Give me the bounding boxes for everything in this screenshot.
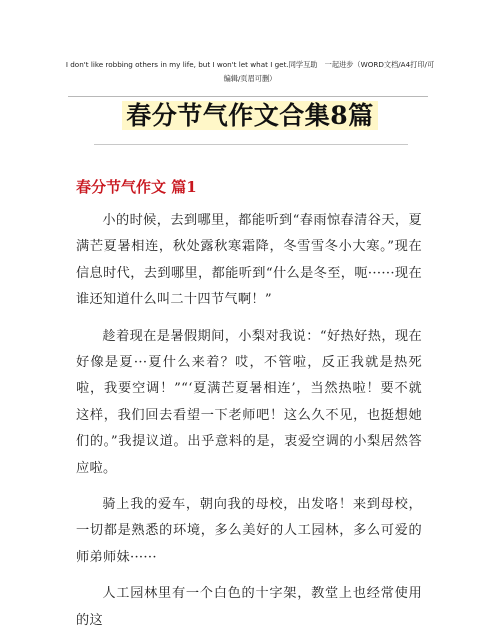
paragraph-2: 趁着现在是暑假期间，小梨对我说：“好热好热，现在好像是夏···夏什么来着？哎，不管啦，反正我就是热死啦，我要空调！”“‘夏满芒夏暑相连’，当然热啦！要不就这样，我们回去看望一下老师吧！这么久不见，也挺想她们的。”我提议道。出乎意料的是，衷爱空调的小梨居然答应啦。 <box>76 328 422 476</box>
article-body <box>76 208 422 644</box>
title-divider <box>94 144 408 145</box>
document-title: 春分节气作文合集8篇 <box>122 101 377 130</box>
section-heading: 春分节气作文 篇1 <box>76 178 197 196</box>
header-line-1: I don't like robbing others in my life, but I won't let what I get.同学互助 一起进步（WORD文档/A4打印/可 <box>65 60 435 69</box>
paragraph-1: 小的时候，去到哪里，都能听到“春雨惊春清谷天，夏满芒夏暑相连，秋处露秋寒霜降，冬雪雪冬小大寒。”现在信息时代，去到哪里，都能听到“什么是冬至，呃······现在谁还知道什么叫二十四节气啊！” <box>76 213 422 308</box>
paragraph-3: 骑上我的爱车，朝向我的母校，出发咯！来到母校，一切都是熟悉的环境，多么美好的人工园林，多么可爱的师弟师妹······ <box>76 497 422 565</box>
page-header <box>40 58 460 86</box>
paragraph-4: 人工园林里有一个白色的十字架，教堂上也经常使用的这 <box>76 586 422 628</box>
header-line-2: 编辑/页眉可删） <box>223 74 277 83</box>
document-title-wrap <box>0 96 500 132</box>
